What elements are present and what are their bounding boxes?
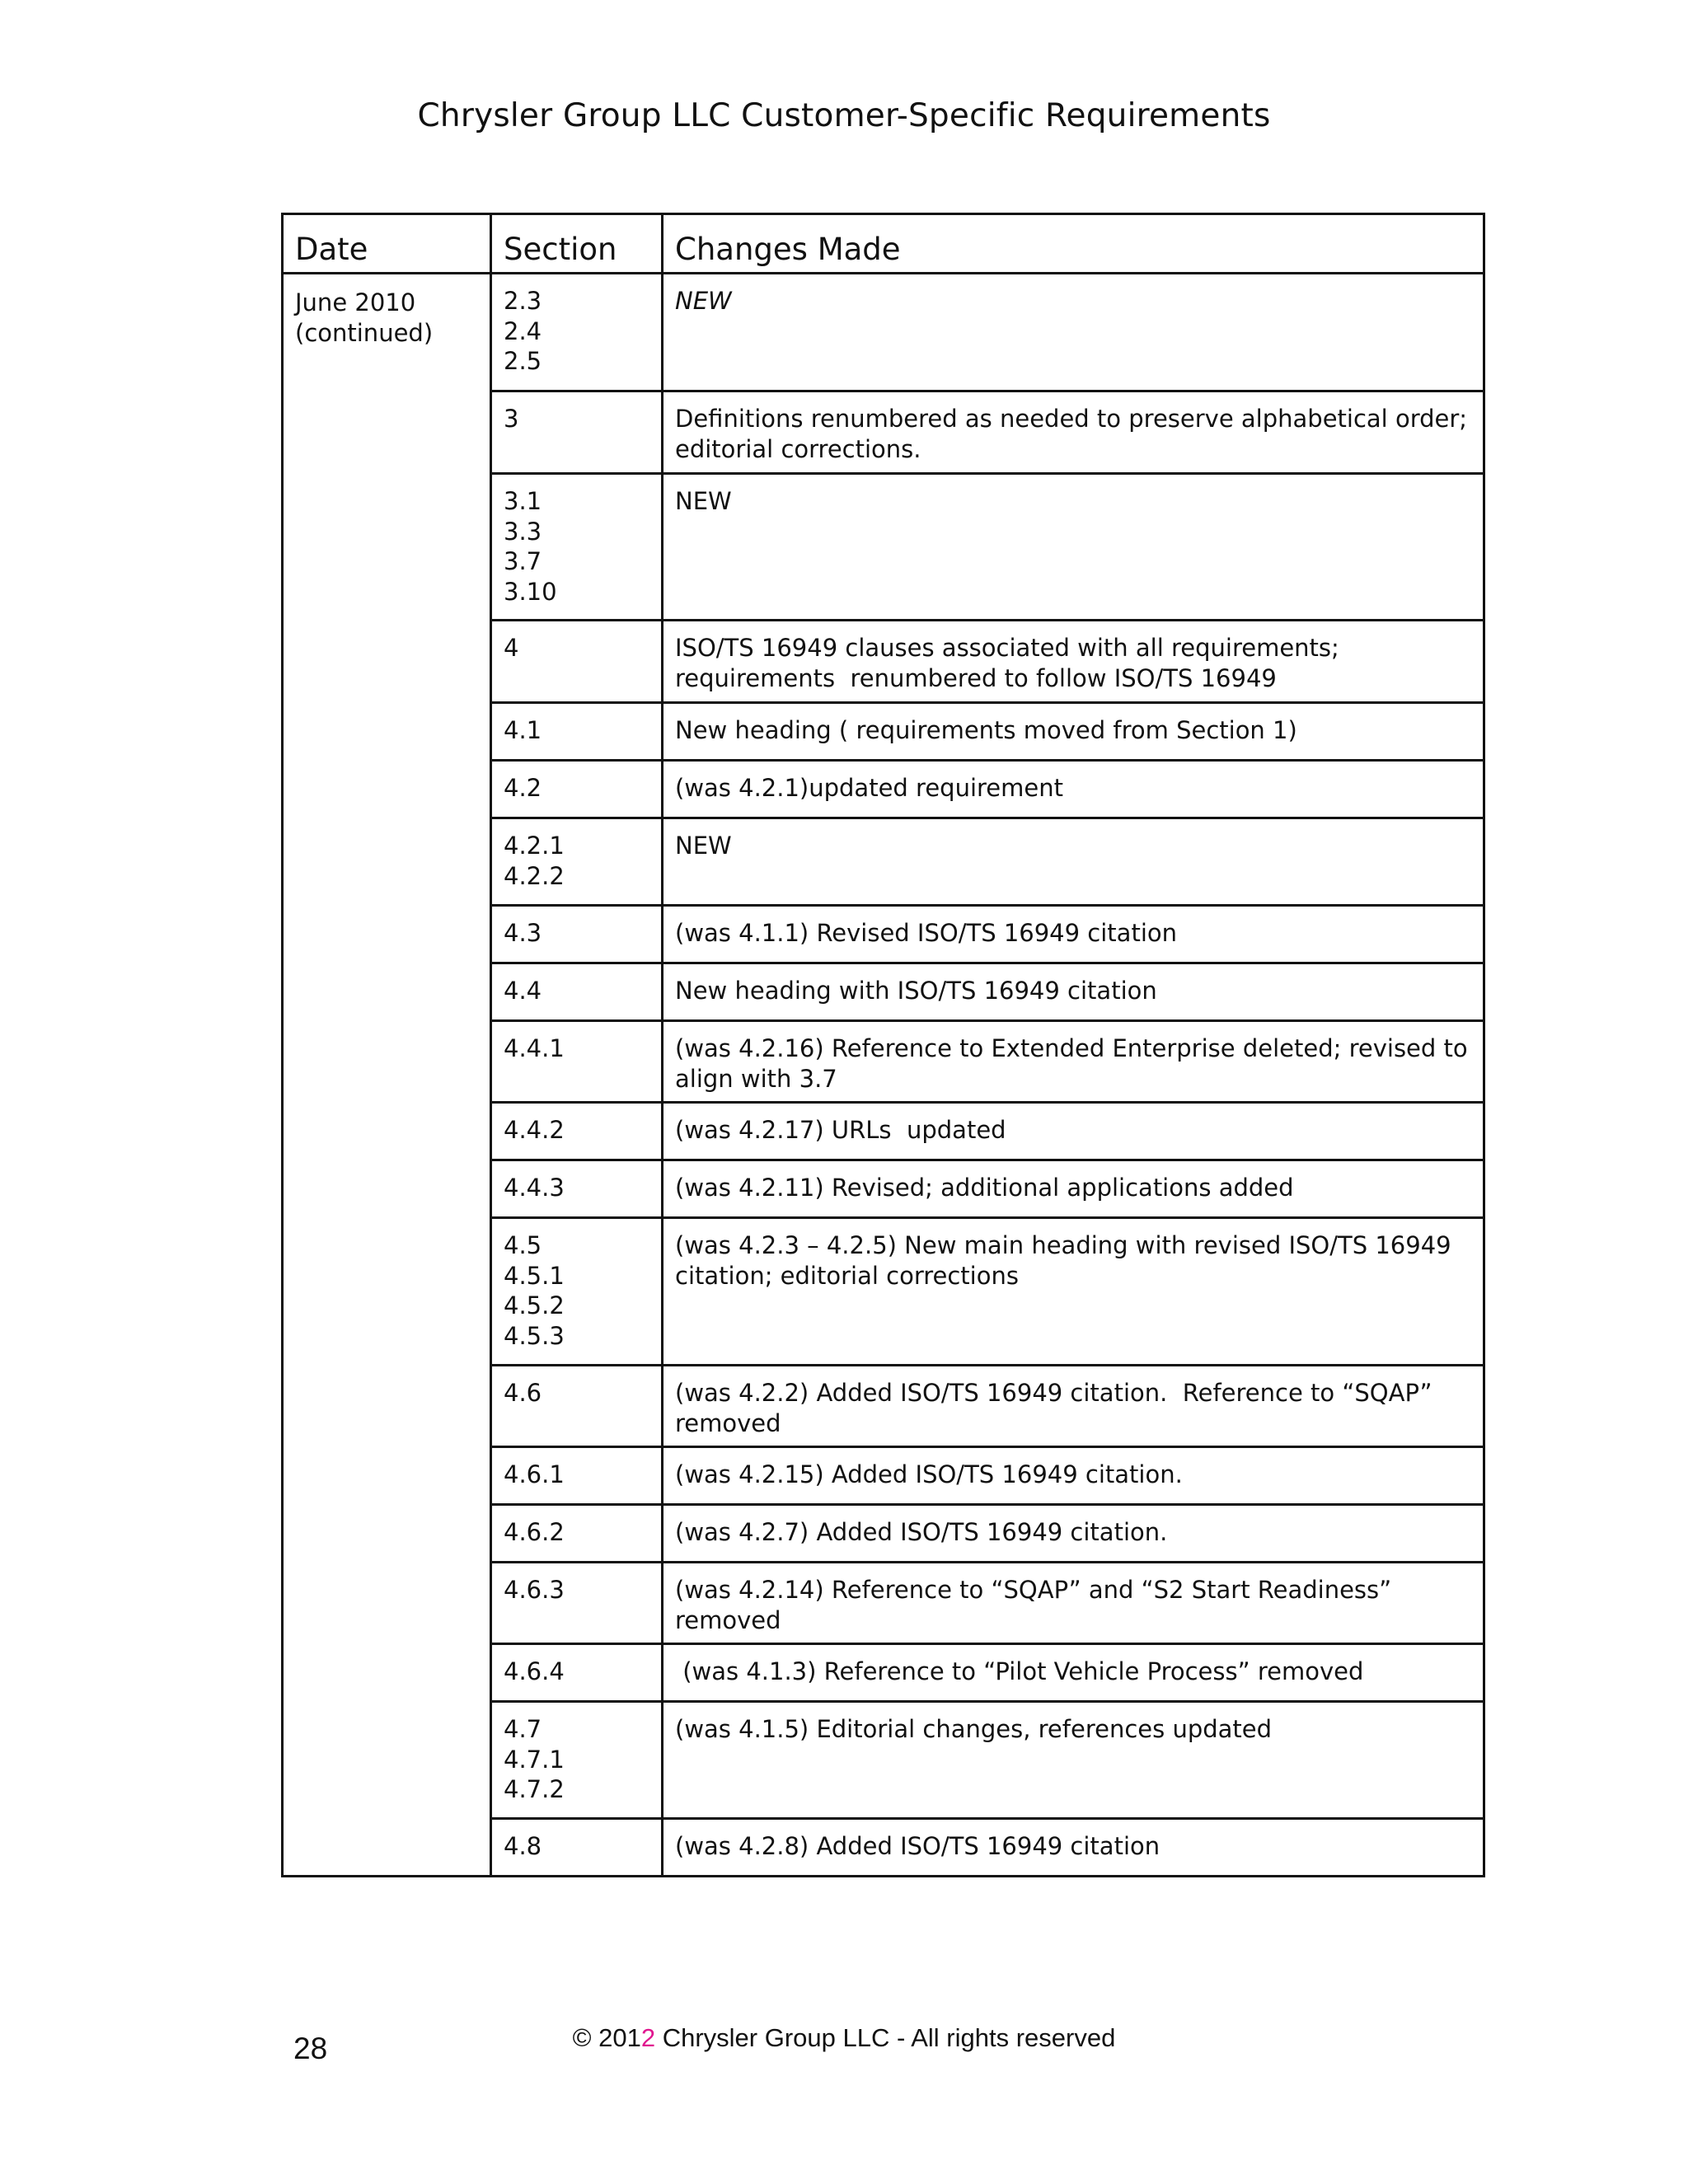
section-cell bbox=[491, 1218, 663, 1366]
section-number: 4.7.1 bbox=[504, 1745, 565, 1774]
change-cell bbox=[663, 274, 1484, 391]
section-number: 2.4 bbox=[504, 316, 542, 345]
section-number: 4.5.1 bbox=[504, 1261, 565, 1290]
section-cell bbox=[491, 391, 663, 474]
section-number: 4.6.1 bbox=[504, 1460, 565, 1488]
change-description: New heading ( requirements moved from Section 1) bbox=[675, 716, 1297, 744]
section-number: 3.1 bbox=[504, 487, 542, 515]
section-cell bbox=[491, 1021, 663, 1103]
section-cell bbox=[491, 1702, 663, 1819]
section-number: 4.4 bbox=[504, 977, 542, 1005]
page-number: 28 bbox=[293, 2032, 328, 2065]
change-description: (was 4.2.7) Added ISO/TS 16949 citation. bbox=[675, 1518, 1168, 1546]
change-cell bbox=[663, 906, 1484, 963]
copyright-prefix: © 201 bbox=[572, 2023, 641, 2052]
change-description: (was 4.1.5) Editorial changes, references updated bbox=[675, 1715, 1273, 1743]
change-description: (was 4.2.17) URLs updated bbox=[675, 1116, 1006, 1144]
change-description: (was 4.1.1) Revised ISO/TS 16949 citation bbox=[675, 919, 1177, 947]
section-number: 4.5 bbox=[504, 1231, 542, 1259]
change-description: (was 4.2.1)updated requirement bbox=[675, 774, 1063, 802]
change-cell bbox=[663, 1218, 1484, 1366]
section-number: 3.10 bbox=[504, 577, 557, 606]
date-value: June 2010 bbox=[295, 288, 416, 316]
section-cell bbox=[491, 818, 663, 906]
section-number: 4.6.2 bbox=[504, 1518, 565, 1546]
section-cell bbox=[491, 1366, 663, 1447]
copyright-year-digit: 2 bbox=[640, 2023, 656, 2052]
section-number: 4.5.2 bbox=[504, 1291, 565, 1319]
section-cell bbox=[491, 1103, 663, 1160]
change-description: (was 4.2.14) Reference to “SQAP” and “S2 Start Readiness” removed bbox=[675, 1576, 1400, 1634]
change-cell bbox=[663, 1021, 1484, 1103]
change-cell bbox=[663, 963, 1484, 1021]
section-number: 4.1 bbox=[504, 716, 542, 744]
section-cell bbox=[491, 761, 663, 818]
section-number: 4.6.4 bbox=[504, 1657, 565, 1685]
change-cell bbox=[663, 621, 1484, 703]
section-cell bbox=[491, 1160, 663, 1218]
change-cell bbox=[663, 1160, 1484, 1218]
section-number: 4.4.3 bbox=[504, 1174, 565, 1202]
change-cell bbox=[663, 1644, 1484, 1702]
section-number: 3.3 bbox=[504, 517, 542, 546]
section-number: 4.7 bbox=[504, 1715, 542, 1743]
section-number: 3.7 bbox=[504, 547, 542, 575]
section-cell bbox=[491, 1563, 663, 1644]
copyright-notice bbox=[0, 2023, 1688, 2053]
section-number: 4.7.2 bbox=[504, 1775, 565, 1803]
section-number: 4.2.2 bbox=[504, 861, 565, 890]
section-number: 4.3 bbox=[504, 919, 542, 947]
section-number: 4.2 bbox=[504, 774, 542, 802]
date-continued-note: (continued) bbox=[295, 318, 434, 347]
change-description: ISO/TS 16949 clauses associated with all requirements; requirements renumbered to follow ISO/TS 16949 bbox=[675, 634, 1348, 692]
section-number: 4.4.2 bbox=[504, 1116, 565, 1144]
change-description: NEW bbox=[675, 487, 732, 515]
column-header-section: Section bbox=[491, 214, 663, 274]
section-number: 4.2.1 bbox=[504, 832, 565, 860]
section-cell bbox=[491, 474, 663, 621]
table-body bbox=[283, 274, 1484, 1877]
section-cell bbox=[491, 274, 663, 391]
section-number: 4.6.3 bbox=[504, 1576, 565, 1604]
change-cell bbox=[663, 1563, 1484, 1644]
column-header-changes: Changes Made bbox=[663, 214, 1484, 274]
section-number: 3 bbox=[504, 405, 519, 433]
change-description: (was 4.2.16) Reference to Extended Enterprise deleted; revised to align with 3.7 bbox=[675, 1034, 1475, 1093]
section-number: 2.3 bbox=[504, 287, 542, 315]
section-number: 4.6 bbox=[504, 1379, 542, 1407]
change-cell bbox=[663, 1702, 1484, 1819]
change-description: NEW bbox=[675, 832, 732, 860]
change-cell bbox=[663, 474, 1484, 621]
change-cell bbox=[663, 1447, 1484, 1505]
change-cell bbox=[663, 391, 1484, 474]
change-cell bbox=[663, 1505, 1484, 1563]
column-header-date: Date bbox=[283, 214, 491, 274]
change-cell bbox=[663, 703, 1484, 761]
change-cell bbox=[663, 761, 1484, 818]
section-number: 2.5 bbox=[504, 347, 542, 375]
change-description: (was 4.2.11) Revised; additional applications added bbox=[675, 1174, 1294, 1202]
section-number: 4.8 bbox=[504, 1832, 542, 1860]
change-description: (was 4.1.3) Reference to “Pilot Vehicle Process” removed bbox=[675, 1657, 1364, 1685]
change-cell bbox=[663, 1819, 1484, 1877]
change-cell bbox=[663, 1366, 1484, 1447]
section-cell bbox=[491, 906, 663, 963]
change-cell bbox=[663, 818, 1484, 906]
section-cell bbox=[491, 1819, 663, 1877]
section-cell bbox=[491, 1644, 663, 1702]
section-number: 4.5.3 bbox=[504, 1321, 565, 1350]
table-row bbox=[283, 274, 1484, 391]
change-cell bbox=[663, 1103, 1484, 1160]
change-description: New heading with ISO/TS 16949 citation bbox=[675, 977, 1157, 1005]
copyright-suffix: Chrysler Group LLC - All rights reserved bbox=[655, 2023, 1116, 2052]
table-header-row bbox=[283, 214, 1484, 274]
date-cell bbox=[283, 274, 491, 1877]
section-cell bbox=[491, 703, 663, 761]
changes-table bbox=[281, 213, 1485, 1877]
change-description: (was 4.2.3 – 4.2.5) New main heading with revised ISO/TS 16949 citation; editorial corrections bbox=[675, 1231, 1459, 1290]
change-description: Definitions renumbered as needed to preserve alphabetical order; editorial corrections. bbox=[675, 405, 1475, 463]
section-cell bbox=[491, 1447, 663, 1505]
section-cell bbox=[491, 1505, 663, 1563]
change-description: (was 4.2.8) Added ISO/TS 16949 citation bbox=[675, 1832, 1160, 1860]
change-description: (was 4.2.15) Added ISO/TS 16949 citation. bbox=[675, 1460, 1183, 1488]
page-title: Chrysler Group LLC Customer-Specific Requirements bbox=[417, 97, 1271, 134]
change-description: (was 4.2.2) Added ISO/TS 16949 citation. Reference to “SQAP” removed bbox=[675, 1379, 1440, 1437]
section-number: 4 bbox=[504, 634, 519, 662]
change-description: NEW bbox=[675, 287, 732, 315]
section-number: 4.4.1 bbox=[504, 1034, 565, 1062]
section-cell bbox=[491, 621, 663, 703]
section-cell bbox=[491, 963, 663, 1021]
